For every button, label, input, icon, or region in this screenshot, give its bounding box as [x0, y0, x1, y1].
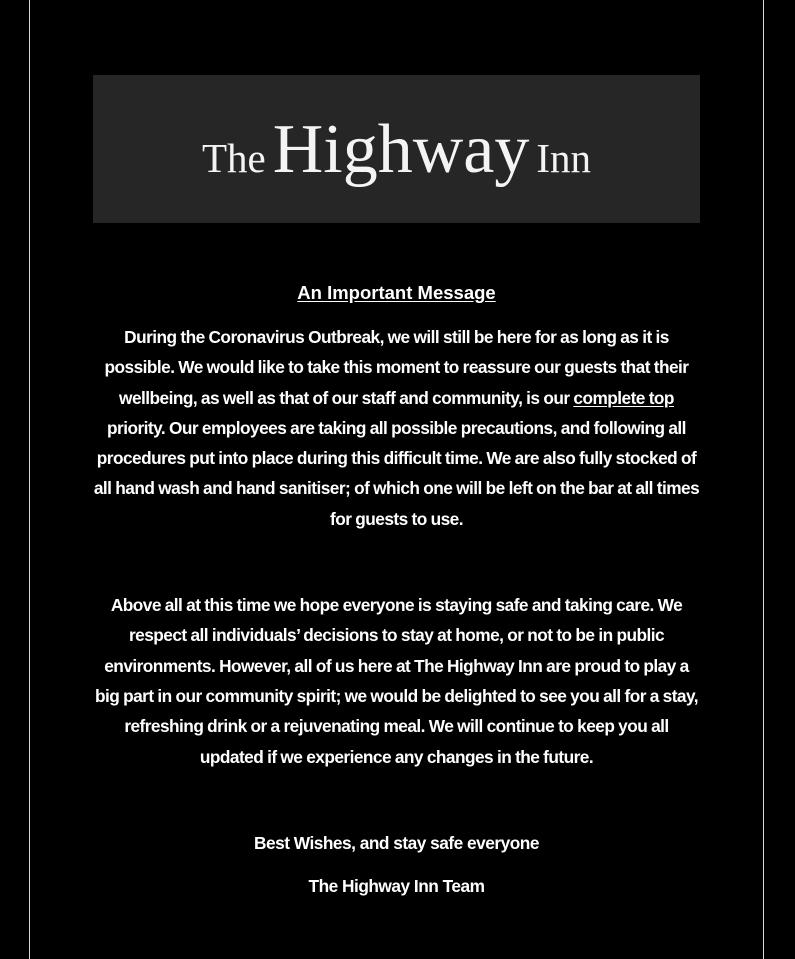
logo-banner	[93, 75, 700, 223]
logo-suffix: Inn	[536, 135, 592, 181]
message-heading: An Important Message	[297, 282, 496, 303]
brand-logo	[201, 111, 592, 188]
message-paragraph-2: Above all at this time we hope everyone is staying safe and taking care. We respect all individuals’ decisions to stay at home, or not to be in public environments. However, all of us here at The Highway Inn are proud to play a big part in our community spirit; we would be delighted to see you all for a stay, refreshing drink or a rejuvenating meal. We will continue to keep you all updated if we experience any changes in the future.	[94, 595, 699, 767]
message-body	[93, 278, 700, 901]
logo-main: Highway	[272, 111, 530, 188]
paragraph-1-underlined: complete top	[573, 387, 674, 408]
signoff-line: The Highway Inn Team	[308, 876, 485, 897]
paragraph-1-text-b: priority. Our employees are taking all possible precautions, and following all procedures put into place during this difficult time. We are also fully stocked of all hand wash and hand sanitiser; of which one will be left on the bar at all times for guests to use.	[93, 417, 700, 529]
page-border-right	[763, 0, 764, 959]
closing-line: Best Wishes, and stay safe everyone	[254, 832, 539, 853]
logo-prefix: The	[201, 135, 266, 181]
page-border-left	[29, 0, 30, 959]
paragraph-1-text-a: During the Coronavirus Outbreak, we will still be here for as long as it is possible. We would like to take this moment to reassure our guests that their wellbeing, as well as that of our staff and community, is our	[104, 327, 689, 408]
message-paragraph-1	[93, 322, 700, 534]
